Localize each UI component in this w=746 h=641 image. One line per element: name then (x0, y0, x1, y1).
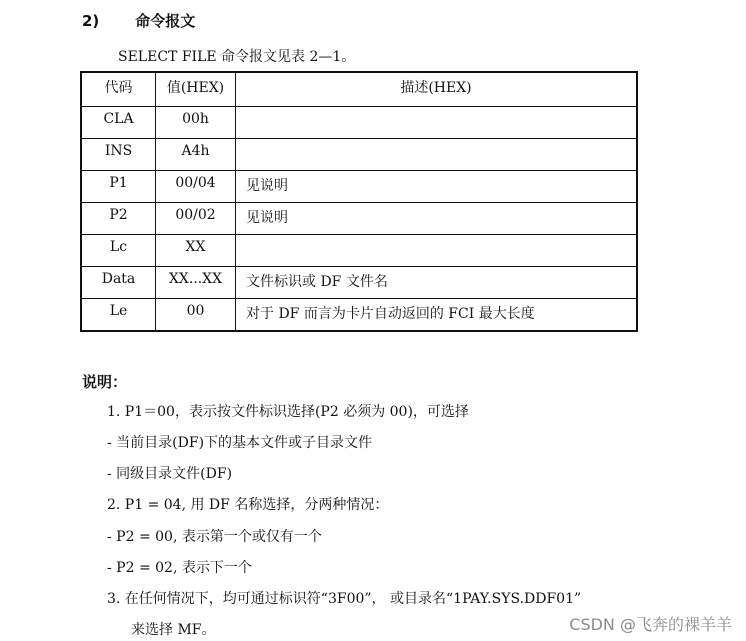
note-line: - 同级目录文件(DF) (107, 466, 233, 482)
watermark: CSDN @飞奔的裸羊羊 (569, 615, 732, 634)
header-description: 描述(HEX) (236, 72, 638, 107)
note-line: 3. 在任何情况下，均可通过标识符“3F00”， 或目录名“1PAY.SYS.DDF01” (107, 591, 582, 607)
cell-description: 见说明 (236, 171, 638, 203)
cell-value: 00/02 (156, 203, 236, 235)
cell-value: 00/04 (156, 171, 236, 203)
cell-code: Lc (81, 235, 156, 267)
intro-text: SELECT FILE 命令报文见表 2—1。 (118, 49, 356, 65)
table-row (81, 267, 637, 299)
section-number: 2) (82, 12, 100, 30)
note-line: - P2 = 00, 表示第一个或仅有一个 (107, 529, 322, 545)
table-header-row (81, 72, 637, 107)
cell-value: 00h (156, 107, 236, 139)
cell-description (236, 107, 638, 139)
header-code: 代码 (81, 72, 156, 107)
cell-description: 文件标识或 DF 文件名 (236, 267, 638, 299)
note-line: 2. P1 = 04, 用 DF 名称选择，分两种情况： (107, 497, 389, 513)
cell-code: Le (81, 299, 156, 332)
cell-code: INS (81, 139, 156, 171)
command-table (80, 71, 638, 332)
note-line: 来选择 MF。 (131, 622, 216, 638)
cell-value: XX (156, 235, 236, 267)
cell-description (236, 235, 638, 267)
table-row (81, 107, 637, 139)
table-row (81, 235, 637, 267)
section-title: 命令报文 (135, 12, 196, 30)
note-line: - 当前目录(DF)下的基本文件或子目录文件 (107, 435, 373, 451)
cell-description (236, 139, 638, 171)
table-row (81, 203, 637, 235)
cell-value: XX...XX (156, 267, 236, 299)
header-value: 值(HEX) (156, 72, 236, 107)
cell-value: 00 (156, 299, 236, 332)
note-line: 1. P1＝00，表示按文件标识选择(P2 必须为 00)，可选择 (107, 404, 469, 420)
table-row (81, 171, 637, 203)
cell-code: P2 (81, 203, 156, 235)
cell-description: 见说明 (236, 203, 638, 235)
cell-code: P1 (81, 171, 156, 203)
notes-title: 说明： (82, 373, 128, 391)
cell-value: A4h (156, 139, 236, 171)
cell-code: Data (81, 267, 156, 299)
cell-code: CLA (81, 107, 156, 139)
table-row (81, 299, 637, 332)
table-row (81, 139, 637, 171)
cell-description: 对于 DF 而言为卡片自动返回的 FCI 最大长度 (236, 299, 638, 332)
section-heading (82, 10, 195, 31)
note-line: - P2 = 02, 表示下一个 (107, 560, 252, 576)
